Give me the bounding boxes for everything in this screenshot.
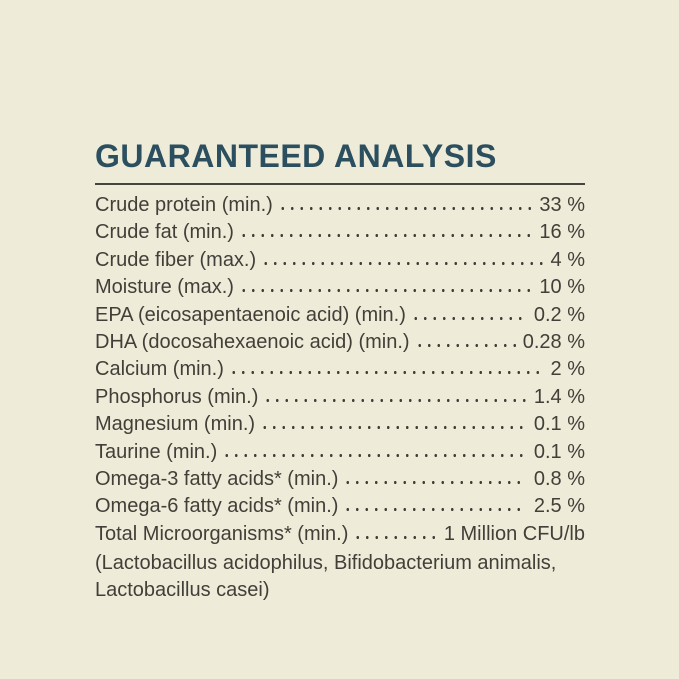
nutrient-name: Crude fat (min.): [95, 221, 234, 244]
nutrient-name: Magnesium (min.): [95, 413, 256, 436]
nutrient-value: 4 %: [550, 248, 585, 271]
dot-leader: [222, 453, 527, 458]
nutrient-name: Crude protein (min.): [95, 194, 273, 216]
table-row: [95, 358, 585, 385]
table-row: [95, 523, 585, 550]
dot-leader: [239, 233, 532, 238]
table-row: [95, 386, 585, 413]
table-row: [95, 304, 585, 331]
dot-leader: [239, 288, 533, 293]
nutrient-value: 2.5 %: [533, 495, 585, 518]
dot-leader: [263, 398, 526, 403]
table-row: [95, 221, 585, 248]
dot-leader: [229, 370, 544, 375]
nutrient-value: 0.1 %: [533, 413, 585, 436]
nutrient-name: Crude fiber (max.): [95, 248, 257, 271]
dot-leader: [353, 535, 436, 540]
nutrient-name: Total Microorganisms* (min.): [95, 522, 349, 545]
title-divider: [95, 183, 585, 185]
nutrient-value: 0.8 %: [533, 467, 585, 490]
table-row: [95, 495, 585, 522]
nutrient-name: Calcium (min.): [95, 358, 224, 381]
nutrient-value: 0.1 %: [533, 440, 585, 463]
nutrient-name: EPA (eicosapentaenoic acid) (min.): [95, 303, 406, 326]
dot-leader: [343, 480, 526, 485]
table-row: [95, 276, 585, 303]
analysis-table: [95, 194, 585, 550]
table-row: [95, 441, 585, 468]
dot-leader: [261, 261, 543, 266]
table-row: [95, 194, 585, 221]
nutrient-name: Moisture (max.): [95, 276, 234, 299]
page-title: GUARANTEED ANALYSIS: [95, 138, 497, 174]
nutrient-value: 33 %: [539, 194, 585, 216]
nutrient-value: 1.4 %: [533, 385, 585, 408]
table-row: [95, 331, 585, 358]
dot-leader: [415, 343, 516, 348]
nutrient-name: Omega-3 fatty acids* (min.): [95, 467, 339, 490]
nutrient-value: 10 %: [539, 276, 585, 299]
dot-leader: [411, 316, 527, 321]
probiotic-footnote: (Lactobacillus acidophilus, Bifidobacterium animalis, Lactobacillus casei): [95, 552, 557, 602]
table-row: [95, 468, 585, 495]
nutrient-name: Omega-6 fatty acids* (min.): [95, 495, 339, 518]
nutrient-name: Phosphorus (min.): [95, 385, 259, 408]
dot-leader: [260, 425, 527, 430]
nutrient-value: 0.28 %: [522, 330, 585, 353]
table-row: [95, 249, 585, 276]
nutrient-value: 16 %: [539, 221, 585, 244]
nutrient-name: DHA (docosahexaenoic acid) (min.): [95, 330, 410, 353]
table-row: [95, 413, 585, 440]
nutrient-name: Taurine (min.): [95, 440, 218, 463]
dot-leader: [343, 507, 526, 512]
nutrient-value: 0.2 %: [533, 303, 585, 326]
dot-leader: [278, 206, 533, 211]
nutrient-value: 2 %: [550, 358, 585, 381]
nutrient-value: 1 Million CFU/lb: [443, 522, 585, 545]
guaranteed-analysis-panel: [95, 140, 585, 605]
